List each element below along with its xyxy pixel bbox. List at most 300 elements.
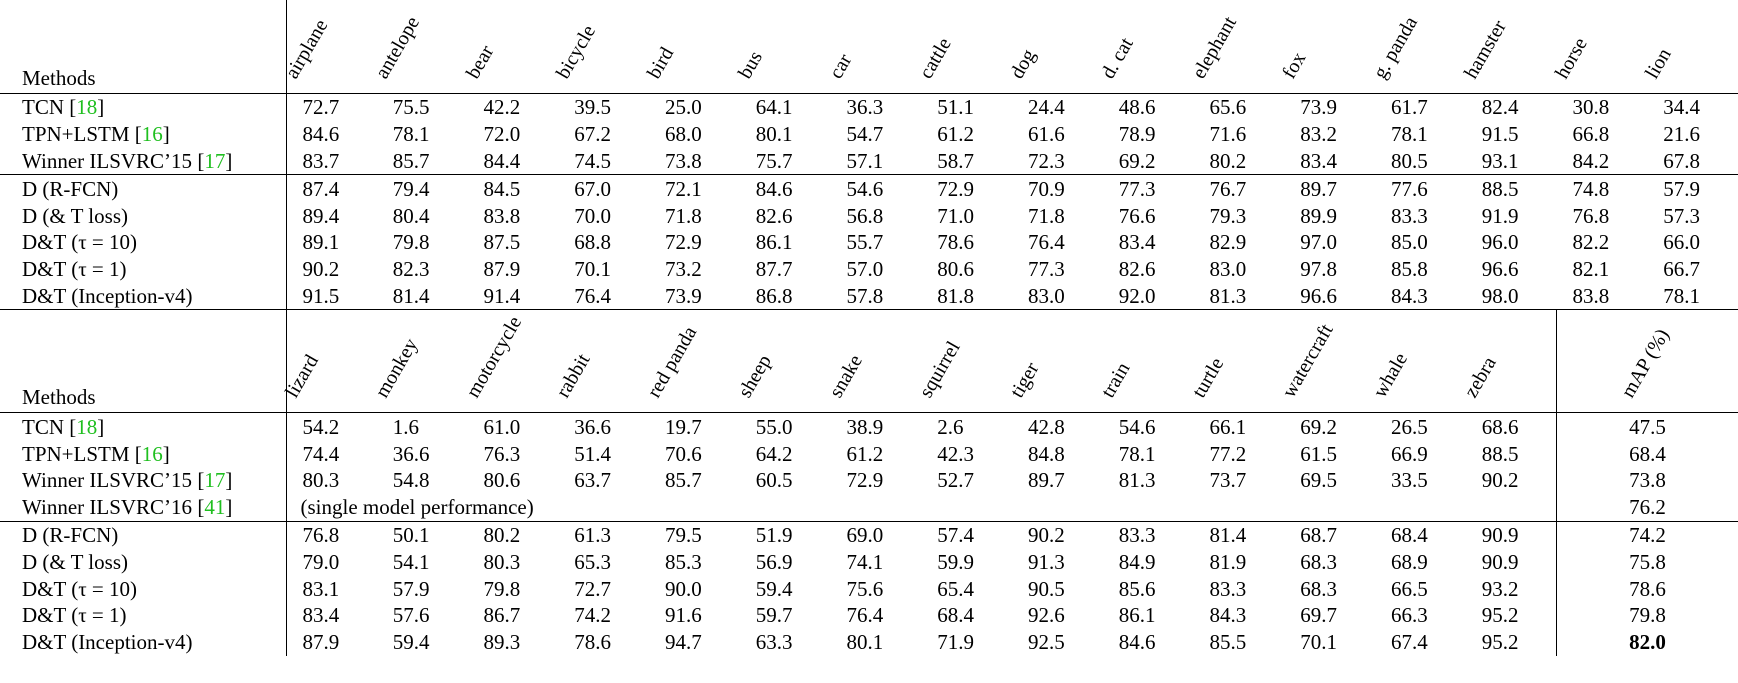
map-value-cell: 73.8 [1629, 468, 1666, 493]
class-header [370, 0, 468, 94]
table-row [0, 494, 1738, 521]
class-header-label: snake [824, 351, 867, 402]
value-cell: 70.6 [665, 441, 702, 466]
citation-link[interactable]: 18 [76, 414, 98, 439]
value-cell: 68.3 [1300, 576, 1337, 601]
citation-link[interactable]: 18 [76, 95, 98, 120]
value-cell: 61.6 [1028, 122, 1065, 147]
method-name [0, 256, 286, 283]
value-cell: 78.6 [574, 630, 611, 655]
class-header [1278, 0, 1375, 94]
value-cell: 80.1 [755, 122, 793, 147]
value-cell: 83.0 [1209, 257, 1247, 282]
value-cell: 72.1 [665, 176, 702, 201]
value-cell: 69.5 [1300, 468, 1337, 493]
value-cell: 42.2 [483, 95, 521, 120]
value-cell: 61.5 [1300, 441, 1337, 466]
map-value-cell: 74.2 [1629, 522, 1666, 547]
value-cell: 86.1 [1118, 603, 1156, 628]
map-value-cell: 82.0 [1629, 630, 1666, 655]
class-header [1006, 0, 1103, 94]
method-label: D&T (τ = 1) [22, 603, 127, 628]
value-cell: 57.0 [846, 257, 884, 282]
value-cell: 30.8 [1572, 95, 1610, 120]
value-cell: 56.8 [846, 203, 884, 228]
citation-link[interactable]: 16 [141, 122, 163, 147]
value-cell: 57.8 [831, 283, 922, 310]
value-cell: 89.7 [1028, 468, 1065, 493]
method-label: Winner ILSVRC’16 [22, 495, 193, 520]
value-cell: 77.2 [1209, 441, 1247, 466]
value-cell: 83.3 [1391, 203, 1428, 228]
method-name [0, 629, 286, 656]
value-cell: 89.1 [302, 230, 340, 255]
value-cell: 74.5 [558, 148, 649, 175]
citation-link[interactable]: 16 [141, 441, 163, 466]
value-cell: 72.7 [574, 576, 611, 601]
class-header-label: motorcycle [461, 312, 526, 402]
table-row [0, 229, 1738, 256]
value-cell: 93.1 [1466, 148, 1557, 175]
value-cell: 68.9 [1391, 549, 1428, 574]
value-cell: 55.7 [846, 230, 884, 255]
value-cell: 66.1 [1209, 414, 1247, 439]
method-name: TPN+LSTM [16] [0, 440, 286, 467]
class-header [1641, 0, 1738, 94]
value-cell: 76.7 [1209, 176, 1247, 201]
value-cell: 91.4 [468, 283, 559, 310]
value-cell: 89.4 [302, 203, 340, 228]
value-cell: 63.3 [755, 630, 793, 655]
value-cell: 70.1 [1300, 630, 1337, 655]
value-cell: 97.8 [1300, 257, 1337, 282]
class-header-label: bird [643, 43, 679, 83]
value-cell: 72.9 [846, 468, 884, 493]
value-cell: 82.9 [1209, 230, 1247, 255]
value-cell: 77.3 [1028, 257, 1065, 282]
value-cell: 59.9 [937, 549, 974, 574]
value-cell: 72.3 [1012, 148, 1103, 175]
method-name [0, 175, 286, 202]
value-cell: 21.6 [1663, 122, 1700, 147]
value-cell: 79.5 [665, 522, 702, 547]
value-cell: 84.6 [1118, 630, 1156, 655]
class-header-label: train [1096, 359, 1135, 402]
value-cell: 36.6 [574, 414, 611, 439]
method-name [0, 283, 286, 310]
value-cell: 82.4 [1481, 95, 1519, 120]
value-cell: 51.4 [574, 441, 611, 466]
class-header-label: dog [1006, 45, 1041, 83]
value-cell: 91.6 [665, 603, 702, 628]
value-cell: 61.2 [937, 122, 974, 147]
class-header-label: hamster [1459, 16, 1511, 83]
value-cell: 84.3 [1209, 603, 1247, 628]
class-header [1459, 310, 1557, 413]
class-header-label: monkey [370, 335, 423, 402]
value-cell: 54.6 [846, 176, 884, 201]
class-header [1278, 310, 1375, 413]
value-cell: 54.1 [392, 549, 430, 574]
value-cell: 72.9 [937, 176, 974, 201]
table-row [0, 467, 1738, 494]
value-cell: 72.0 [483, 122, 521, 147]
class-header-label: horse [1550, 33, 1592, 83]
value-cell: 87.5 [483, 230, 521, 255]
value-cell: 87.7 [755, 257, 793, 282]
method-label: D&T (Inception-v4) [22, 283, 193, 308]
value-cell: 81.8 [921, 283, 1012, 310]
method-name: Winner ILSVRC’16 [41] [0, 494, 286, 521]
value-cell: 73.8 [649, 148, 740, 175]
value-cell: 74.8 [1572, 176, 1610, 201]
value-cell: 85.5 [1209, 630, 1247, 655]
value-cell: 98.0 [1466, 283, 1557, 310]
value-cell: 75.5 [392, 95, 430, 120]
class-header-label: elephant [1187, 12, 1241, 83]
method-label: D&T (Inception-v4) [22, 630, 193, 655]
value-cell: 89.9 [1300, 203, 1337, 228]
value-cell: 25.0 [665, 95, 702, 120]
value-cell: 78.1 [1118, 441, 1156, 466]
class-header [915, 310, 1012, 413]
table-row [0, 202, 1738, 229]
value-cell: 93.2 [1466, 575, 1557, 602]
value-cell: 36.3 [846, 95, 884, 120]
methods-header: Methods [0, 310, 286, 413]
value-cell: 84.9 [1118, 549, 1156, 574]
value-cell: 74.1 [846, 549, 884, 574]
table-row [0, 440, 1738, 467]
value-cell: 80.6 [483, 468, 521, 493]
value-cell: 82.2 [1572, 230, 1610, 255]
method-label: D (& T loss) [22, 549, 128, 574]
value-cell: 95.2 [1466, 602, 1557, 629]
value-cell: 76.4 [1028, 230, 1065, 255]
table-row [0, 283, 1738, 310]
value-cell: 71.6 [1209, 122, 1247, 147]
header-row-part1 [0, 0, 1738, 94]
value-cell: 54.8 [392, 468, 430, 493]
method-label: Winner ILSVRC’15 [22, 148, 193, 173]
value-cell: 67.0 [574, 176, 611, 201]
class-header [643, 310, 740, 413]
value-cell: 72.7 [302, 95, 340, 120]
value-cell: 97.0 [1300, 230, 1337, 255]
value-cell: 65.3 [574, 549, 611, 574]
class-header [1187, 310, 1285, 413]
value-cell: 76.4 [558, 283, 649, 310]
value-cell: 73.9 [1300, 95, 1337, 120]
value-cell: 82.3 [392, 257, 430, 282]
value-cell: 72.9 [665, 230, 702, 255]
value-cell: 68.4 [937, 603, 974, 628]
method-name [0, 521, 286, 548]
value-cell: 84.3 [1375, 283, 1466, 310]
value-cell: 83.8 [1557, 283, 1648, 310]
method-label: TCN [22, 414, 64, 439]
table-row [0, 148, 1738, 175]
value-cell: 96.0 [1481, 230, 1519, 255]
table-row [0, 575, 1738, 602]
value-cell: 80.2 [1194, 148, 1285, 175]
value-cell: 42.8 [1028, 414, 1065, 439]
value-cell: 85.7 [377, 148, 468, 175]
value-cell: 19.7 [665, 414, 702, 439]
value-cell: 80.2 [483, 522, 521, 547]
value-cell: 2.6 [937, 414, 964, 439]
class-header [1369, 310, 1466, 413]
value-cell: 64.2 [755, 441, 793, 466]
value-cell: 88.5 [1481, 176, 1519, 201]
class-header [370, 310, 468, 413]
value-cell: 75.7 [740, 148, 831, 175]
value-cell: 87.9 [483, 257, 521, 282]
value-cell: 73.9 [649, 283, 740, 310]
value-cell: 82.6 [755, 203, 793, 228]
value-cell: 57.4 [937, 522, 974, 547]
method-name: Winner ILSVRC’15 [17] [0, 467, 286, 494]
value-cell: 83.7 [286, 148, 377, 175]
value-cell: 68.8 [574, 230, 611, 255]
method-name: Winner ILSVRC’15 [17] [0, 148, 286, 175]
class-header [915, 0, 1012, 94]
citation-link[interactable]: 17 [204, 148, 226, 173]
class-header-label: fox [1278, 48, 1311, 83]
value-cell: 81.3 [1194, 283, 1285, 310]
value-cell: 79.0 [302, 549, 340, 574]
value-cell: 66.8 [1572, 122, 1610, 147]
value-cell: 48.6 [1118, 95, 1156, 120]
class-header [824, 310, 922, 413]
value-cell: 59.7 [755, 603, 793, 628]
value-cell: 70.1 [574, 257, 611, 282]
value-cell: 69.2 [1300, 414, 1337, 439]
value-cell: 90.2 [1466, 467, 1557, 494]
value-cell: 67.2 [574, 122, 611, 147]
method-name: TPN+LSTM [16] [0, 121, 286, 148]
value-cell: 80.3 [302, 468, 340, 493]
value-cell: 73.2 [665, 257, 702, 282]
value-cell: 59.4 [755, 576, 793, 601]
citation-link[interactable]: 41 [204, 495, 226, 520]
value-cell: 76.8 [302, 522, 340, 547]
method-name [0, 575, 286, 602]
table-row [0, 256, 1738, 283]
class-header [1459, 0, 1557, 94]
value-cell: 80.3 [483, 549, 521, 574]
value-cell: 79.8 [483, 576, 521, 601]
class-header [733, 0, 831, 94]
class-header-label: d. cat [1096, 33, 1138, 83]
value-cell: 84.6 [755, 176, 793, 201]
class-header [1369, 0, 1466, 94]
value-cell: 94.7 [665, 630, 702, 655]
class-header-label: airplane [280, 15, 332, 83]
value-cell: 71.8 [1028, 203, 1065, 228]
method-name [0, 202, 286, 229]
value-cell: 55.0 [755, 414, 793, 439]
class-header [1550, 0, 1648, 94]
class-header-label: whale [1369, 349, 1413, 402]
value-cell: 84.2 [1557, 148, 1648, 175]
value-cell: 83.2 [1300, 122, 1337, 147]
value-cell: 54.7 [846, 122, 884, 147]
value-cell: 59.4 [392, 630, 430, 655]
table-row [0, 94, 1738, 121]
value-cell: 82.1 [1572, 257, 1610, 282]
method-label: TPN+LSTM [22, 122, 130, 147]
method-label: D (R-FCN) [22, 522, 119, 547]
value-cell: 81.4 [377, 283, 468, 310]
value-cell: 51.1 [937, 95, 974, 120]
value-cell: 90.9 [1466, 521, 1557, 548]
method-label: D&T (τ = 10) [22, 576, 137, 601]
value-cell: 61.2 [846, 441, 884, 466]
value-cell: 96.6 [1284, 283, 1375, 310]
class-header-label: g. panda [1369, 12, 1423, 83]
table-row [0, 629, 1738, 656]
map-value-cell: 47.5 [1629, 414, 1666, 439]
value-cell: 91.5 [1481, 122, 1519, 147]
value-cell: 60.5 [755, 468, 793, 493]
value-cell: 83.4 [302, 603, 340, 628]
value-cell: 54.6 [1118, 414, 1156, 439]
value-cell: 85.3 [665, 549, 702, 574]
value-cell: 84.6 [302, 122, 340, 147]
table-row [0, 413, 1738, 440]
value-cell: 80.4 [392, 203, 430, 228]
value-cell: 66.5 [1391, 576, 1428, 601]
class-header-label: cattle [915, 33, 957, 83]
class-header [1096, 310, 1194, 413]
class-header-label: squirrel [915, 337, 965, 402]
class-header-label: lion [1641, 44, 1676, 83]
value-cell: 58.7 [921, 148, 1012, 175]
value-cell: 73.7 [1209, 468, 1247, 493]
method-name [0, 602, 286, 629]
method-label: Winner ILSVRC’15 [22, 468, 193, 493]
value-cell: 66.0 [1663, 230, 1700, 255]
value-cell: 92.0 [1103, 283, 1194, 310]
note-cell: (single model performance) [286, 494, 1557, 521]
value-cell: 1.6 [392, 414, 419, 439]
class-header-label: rabbit [552, 350, 595, 402]
value-cell: 34.4 [1663, 95, 1700, 120]
value-cell: 90.2 [1028, 522, 1065, 547]
method-label: TCN [22, 95, 64, 120]
class-header-label: watercraft [1278, 320, 1338, 402]
value-cell: 87.4 [302, 176, 340, 201]
value-cell: 69.7 [1300, 603, 1337, 628]
class-header [824, 0, 922, 94]
method-name [0, 548, 286, 575]
value-cell: 84.5 [483, 176, 521, 201]
class-header-label: sheep [733, 351, 776, 402]
map-value-cell: 68.4 [1629, 441, 1666, 466]
value-cell: 92.5 [1028, 630, 1065, 655]
method-label: D (& T loss) [22, 203, 128, 228]
class-header-label: bicycle [552, 21, 601, 83]
value-cell: 90.9 [1466, 548, 1557, 575]
value-cell: 61.3 [574, 522, 611, 547]
class-header-label: red panda [643, 323, 702, 402]
value-cell: 33.5 [1391, 468, 1428, 493]
value-cell: 83.3 [1209, 576, 1247, 601]
map-value-cell: 75.8 [1629, 549, 1666, 574]
value-cell: 36.6 [392, 441, 430, 466]
value-cell: 83.4 [1118, 230, 1156, 255]
value-cell: 57.6 [392, 603, 430, 628]
value-cell: 69.0 [846, 522, 884, 547]
class-header [461, 0, 559, 94]
value-cell: 90.0 [665, 576, 702, 601]
value-cell: 89.3 [483, 630, 521, 655]
value-cell: 76.8 [1572, 203, 1610, 228]
table-row [0, 521, 1738, 548]
value-cell: 77.3 [1118, 176, 1156, 201]
value-cell: 87.9 [302, 630, 340, 655]
class-header-label: car [824, 50, 856, 83]
value-cell: 26.5 [1391, 414, 1428, 439]
value-cell: 64.1 [755, 95, 793, 120]
value-cell: 76.3 [483, 441, 521, 466]
map-header-label: mAP (%) [1617, 325, 1674, 402]
value-cell: 67.8 [1647, 148, 1738, 175]
value-cell: 57.1 [831, 148, 922, 175]
value-cell: 86.1 [755, 230, 793, 255]
value-cell: 81.9 [1209, 549, 1247, 574]
value-cell: 57.9 [1663, 176, 1700, 201]
value-cell: 79.8 [392, 230, 430, 255]
value-cell: 86.7 [483, 603, 521, 628]
value-cell: 51.9 [755, 522, 793, 547]
value-cell: 76.4 [846, 603, 884, 628]
value-cell: 52.7 [937, 468, 974, 493]
value-cell: 89.7 [1300, 176, 1337, 201]
table-row [0, 602, 1738, 629]
class-header [461, 310, 559, 413]
value-cell: 39.5 [574, 95, 611, 120]
value-cell: 63.7 [574, 468, 611, 493]
citation-link[interactable]: 17 [204, 468, 226, 493]
value-cell: 65.6 [1209, 95, 1247, 120]
methods-header: Methods [0, 0, 286, 94]
value-cell: 74.2 [574, 603, 611, 628]
class-header [643, 0, 740, 94]
value-cell: 84.4 [468, 148, 559, 175]
value-cell: 88.5 [1466, 440, 1557, 467]
map-value-cell: 78.6 [1629, 576, 1666, 601]
value-cell: 96.6 [1481, 257, 1519, 282]
class-header-label: turtle [1187, 354, 1228, 402]
class-header-label: bear [461, 41, 498, 83]
value-cell: 80.5 [1375, 148, 1466, 175]
class-header [733, 310, 831, 413]
class-header-label: lizard [280, 351, 323, 402]
value-cell: 81.4 [1209, 522, 1247, 547]
value-cell: 90.5 [1028, 576, 1065, 601]
class-header [280, 310, 377, 413]
class-header-label: zebra [1459, 353, 1501, 402]
class-header [552, 310, 649, 413]
map-value-cell: 76.2 [1557, 494, 1738, 521]
value-cell: 66.7 [1663, 257, 1700, 282]
map-header [1557, 310, 1738, 413]
value-cell: 69.2 [1103, 148, 1194, 175]
value-cell: 79.3 [1209, 203, 1247, 228]
value-cell: 78.9 [1118, 122, 1156, 147]
